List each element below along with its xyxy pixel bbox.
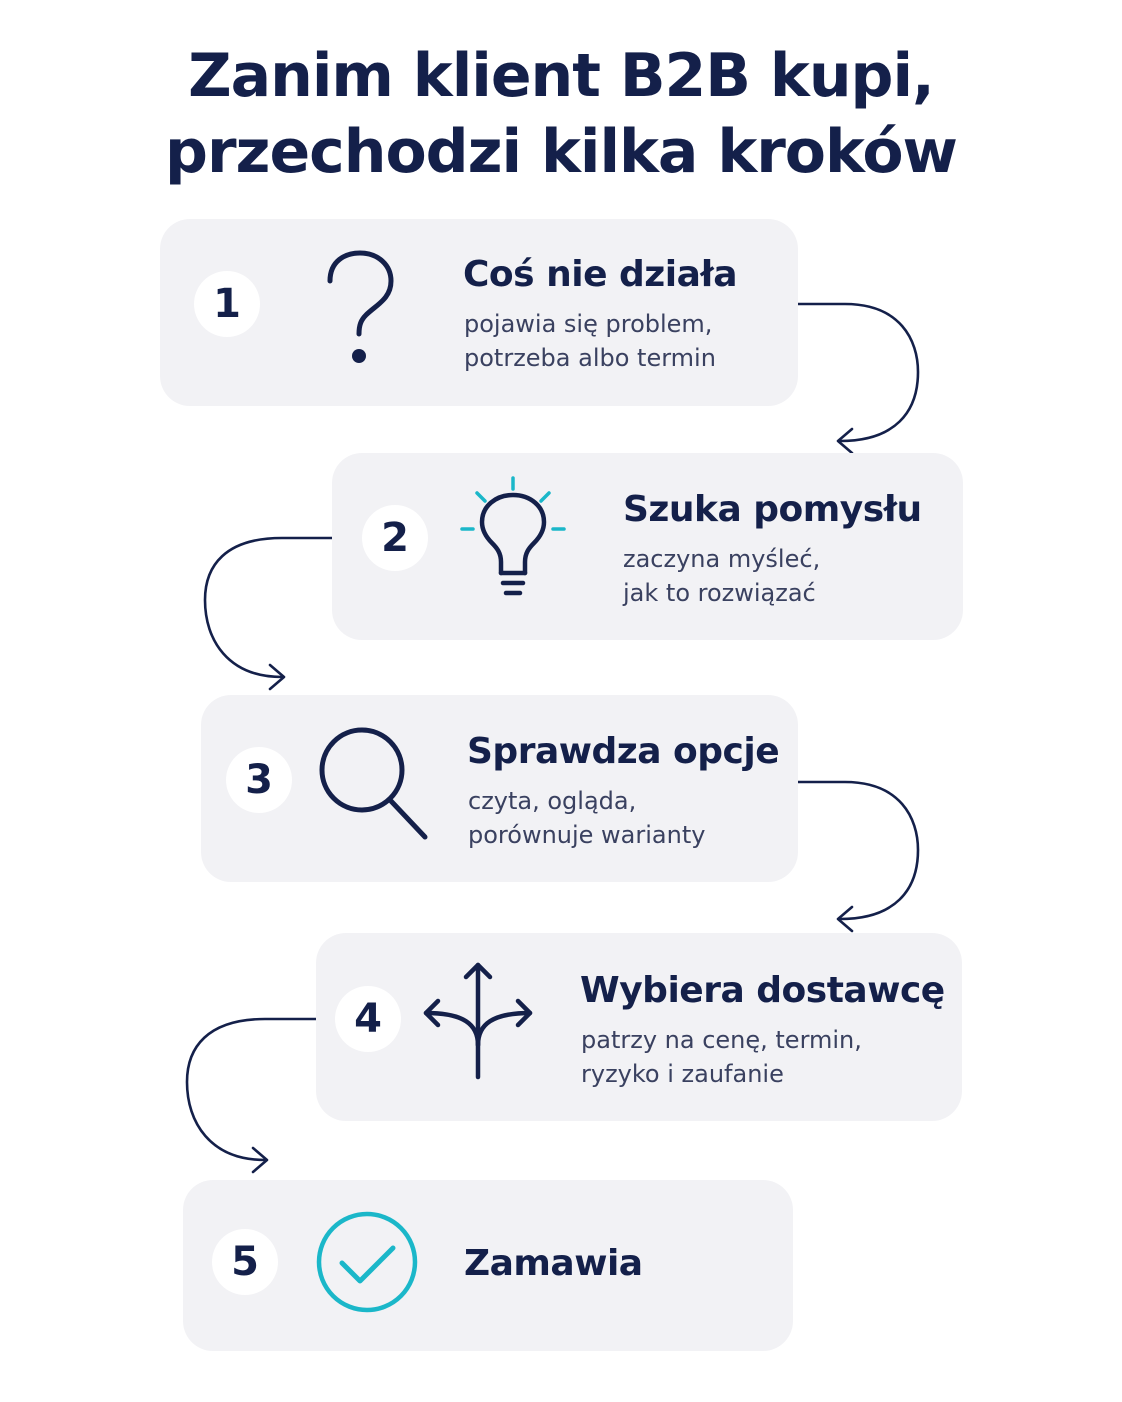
step-description-line-2: potrzeba albo termin bbox=[464, 344, 716, 372]
step-description-line-2: jak to rozwiązać bbox=[623, 579, 816, 607]
connector-arrow-2-3 bbox=[205, 538, 332, 677]
step-number-badge: 4 bbox=[335, 986, 401, 1052]
step-description-line-1: zaczyna myśleć, bbox=[623, 545, 821, 573]
step-title: Szuka pomysłu bbox=[623, 489, 922, 530]
step-title: Coś nie działa bbox=[463, 254, 738, 295]
step-description-line-1: patrzy na cenę, termin, bbox=[581, 1026, 862, 1054]
branching-arrows-icon bbox=[418, 959, 538, 1088]
step-title: Wybiera dostawcę bbox=[580, 970, 945, 1011]
step-title: Sprawdza opcje bbox=[467, 731, 780, 772]
step-card-1 bbox=[160, 219, 798, 406]
connector-arrow-3-4 bbox=[798, 782, 918, 919]
step-description-line-2: ryzyko i zaufanie bbox=[581, 1060, 784, 1088]
page-title-line-2: przechodzi kilka kroków bbox=[165, 117, 957, 187]
checkmark-circle-icon bbox=[315, 1210, 419, 1319]
step-card-4 bbox=[316, 933, 962, 1121]
step-card-3 bbox=[201, 695, 798, 882]
step-description bbox=[464, 307, 716, 375]
step-card-2 bbox=[332, 453, 963, 640]
step-number-badge: 3 bbox=[226, 747, 292, 813]
step-card-5 bbox=[183, 1180, 793, 1351]
step-description bbox=[468, 784, 705, 852]
question-mark-icon bbox=[318, 247, 402, 374]
step-description-line-1: pojawia się problem, bbox=[464, 310, 713, 338]
step-description-line-2: porównuje warianty bbox=[468, 821, 706, 849]
connector-arrow-1-2 bbox=[798, 304, 918, 441]
step-title: Zamawia bbox=[464, 1243, 643, 1284]
page-title-line-1: Zanim klient B2B kupi, bbox=[188, 41, 934, 111]
lightbulb-icon bbox=[457, 473, 569, 608]
step-description-line-1: czyta, ogląda, bbox=[468, 787, 637, 815]
magnifier-icon bbox=[317, 725, 433, 850]
connector-arrow-4-5 bbox=[187, 1019, 316, 1160]
step-number-badge: 2 bbox=[362, 505, 428, 571]
step-description bbox=[581, 1023, 862, 1091]
step-number-badge: 1 bbox=[194, 271, 260, 337]
step-number-badge: 5 bbox=[212, 1229, 278, 1295]
step-description bbox=[623, 542, 820, 610]
